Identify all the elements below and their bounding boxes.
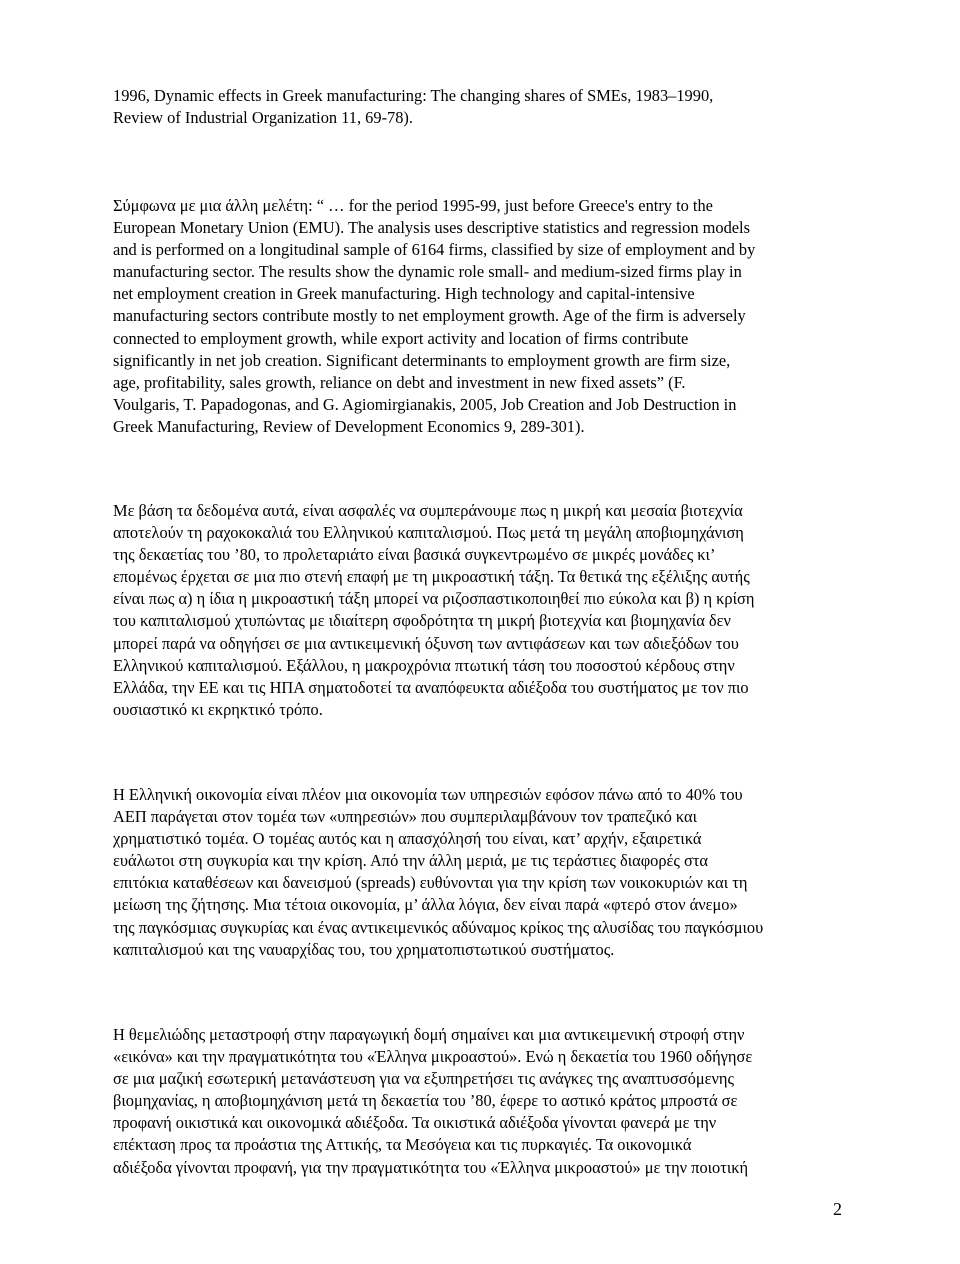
text-line: net employment creation in Greek manufacturing. High technology and capital-intensive [113,284,695,304]
text-line: age, profitability, sales growth, reliance on debt and investment in new fixed assets” (F. [113,372,686,392]
text-line: Review of Industrial Organization 11, 69-78). [113,108,413,128]
text-line: σε μια μαζική εσωτερική μετανάστευση για να εξυπηρετήσει τις ανάγκες της αναπτυσσόμενης [113,1069,734,1089]
text-line: and is performed on a longitudinal sample of 6164 firms, classified by size of employment and by [113,240,756,260]
paragraph-small-business [113,500,853,721]
text-line: connected to employment growth, while export activity and location of firms contribute [113,328,689,348]
text-line: μπορεί παρά να οδηγήσει σε μια αντικειμενική όξυνση των αντιφάσεων και των αδιεξόδων του [113,633,739,653]
paragraph-structural-shift [113,1024,853,1179]
text-line: manufacturing sector. The results show the dynamic role small- and medium-sized firms play in [113,262,742,282]
paragraph-study-quote [113,195,853,438]
text-line: χρηματιστικό τομέα. Ο τομέας αυτός και η απασχόλησή του είναι, κατ’ αρχήν, εξαιρετικά [113,829,702,849]
text-line: «εικόνα» και την πραγματικότητα του «Έλληνα μικροαστού». Ενώ η δεκαετία του 1960 οδήγησε [113,1047,753,1067]
text-line: manufacturing sectors contribute mostly to net employment growth. Age of the firm is adversely [113,306,746,326]
text-line: είναι πως α) η ίδια η μικροαστική τάξη μπορεί να ριζοσπαστικοποιηθεί πιο εύκολα και β) η κρίση [113,589,755,609]
text-line: ΑΕΠ παράγεται στον τομέα των «υπηρεσιών» που συμπεριλαμβάνουν τον τραπεζικό και [113,807,698,827]
text-line: Ελληνικού καπιταλισμού. Εξάλλου, η μακροχρόνια πτωτική τάση του ποσοστού κέρδους στην [113,655,735,675]
paragraph-services-economy [113,784,853,961]
text-line: 1996, Dynamic effects in Greek manufacturing: The changing shares of SMEs, 1983–1990, [113,86,714,105]
text-line: αποτελούν τη ραχοκοκαλιά του Ελληνικού καπιταλισμού. Πως μετά τη μεγάλη αποβιομηχάνιση [113,523,744,543]
page-number: 2 [833,1199,842,1219]
text-line: επομένως έρχεται σε μια πιο στενή επαφή με τη μικροαστική τάξη. Τα θετικά της εξέλιξης αυτής [113,567,750,587]
paragraph-reference-continuation [113,85,853,129]
text-line: επέκταση προς τα προάστια της Αττικής, τα Μεσόγεια και τις πυρκαγιές. Τα οικονομικά [113,1135,692,1155]
text-line: Greek Manufacturing, Review of Development Economics 9, 289-301). [113,416,585,436]
text-line: Η θεμελιώδης μεταστροφή στην παραγωγική δομή σημαίνει και μια αντικειμενική στροφή στην [113,1025,745,1044]
text-line: Ελλάδα, την ΕΕ και τις ΗΠΑ σηματοδοτεί τα αναπόφευκτα αδιέξοδα του συστήματος με τον πιο [113,677,749,697]
text-line: ευάλωτοι στη συγκυρία και την κρίση. Από την άλλη μεριά, με τις τεράστιες διαφορές στα [113,851,709,871]
text-line: Με βάση τα δεδομένα αυτά, είναι ασφαλές να συμπεράνουμε πως η μικρή και μεσαία βιοτεχνία [113,501,743,520]
text-line: Η Ελληνική οικονομία είναι πλέον μια οικονομία των υπηρεσιών εφόσον πάνω από το 40% του [113,785,743,804]
text-line: της παγκόσμιας συγκυρίας και ένας αντικειμενικός αδύναμος κρίκος της αλυσίδας του παγκόσμιου [113,917,764,937]
text-line: καπιταλισμού και της ναυαρχίδας του, του χρηματοπιστωτικού συστήματος. [113,939,615,959]
text-line: μείωση της ζήτησης. Μια τέτοια οικονομία, μ’ άλλα λόγια, δεν είναι παρά «φτερό στον άνεμο» [113,895,738,915]
text-line: προφανή οικιστικά και οικονομικά αδιέξοδα. Τα οικιστικά αδιέξοδα γίνονται φανερά με την [113,1113,717,1133]
text-line: της δεκαετίας του ’80, το προλεταριάτο είναι βασικά συγκεντρωμένο σε μικρές μονάδες κι’ [113,545,716,565]
text-line: αδιέξοδα γίνονται προφανή, για την πραγματικότητα του «Έλληνα μικροαστού» με την ποιοτική [113,1157,749,1177]
text-line: Voulgaris, T. Papadogonas, and G. Agiomirgianakis, 2005, Job Creation and Job Destruction in [113,394,737,414]
text-line: επιτόκια καταθέσεων και δανεισμού (spreads) ευθύνονται για την κρίση των νοικοκυριών και τη [113,873,748,893]
text-line: Σύμφωνα με μια άλλη μελέτη: “ … for the period 1995-99, just before Greece's entry to the [113,196,713,215]
text-line: European Monetary Union (EMU). The analysis uses descriptive statistics and regression models [113,218,750,238]
text-line: βιομηχανίας, η αποβιομηχάνιση μετά τη δεκαετία του ’80, έφερε το αστικό κράτος μπροστά σε [113,1091,738,1111]
text-line: ουσιαστικό κι εκρηκτικό τρόπο. [113,699,323,719]
text-line: significantly in net job creation. Significant determinants to employment growth are firm size, [113,350,731,370]
text-line: του καπιταλισμού χτυπώντας με ιδιαίτερη σφοδρότητα τη μικρή βιοτεχνία και βιομηχανία δεν [113,611,731,631]
